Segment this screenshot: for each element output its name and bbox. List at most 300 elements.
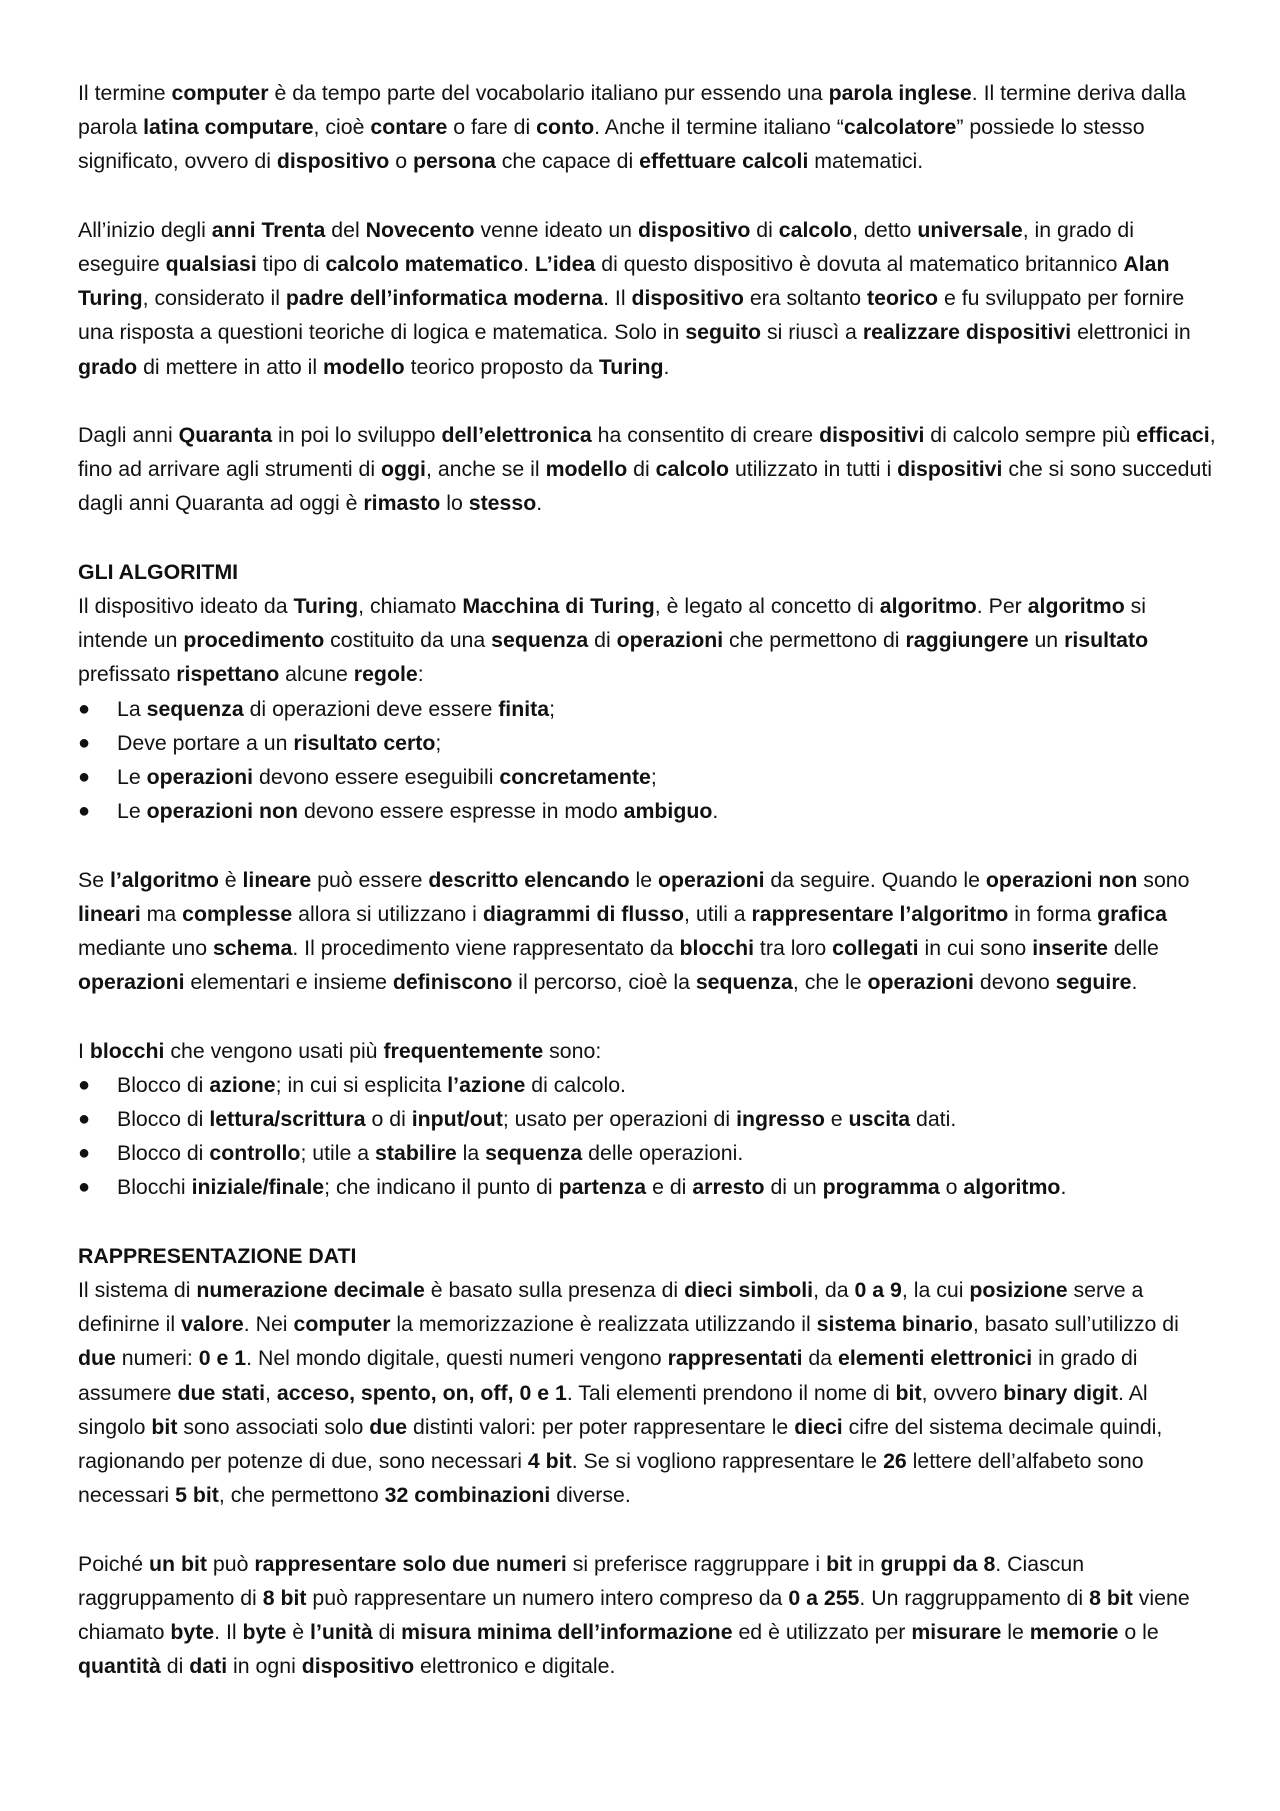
text-run: delle operazioni. (582, 1141, 744, 1166)
bullet-icon: ● (78, 1073, 91, 1096)
text-run: . Nei (243, 1312, 294, 1337)
text-run: . Nel mondo digitale, questi numeri vengono (246, 1346, 668, 1371)
text-run: , cioè (313, 115, 371, 140)
text-run: di (372, 1620, 402, 1645)
text-run: la memorizzazione è realizzata utilizzando il (390, 1312, 817, 1337)
text-run: ed è utilizzato per (732, 1620, 912, 1645)
paragraph-gap (78, 384, 1220, 418)
text-run: le (629, 867, 659, 892)
text-run: , utili a (684, 901, 752, 926)
text-run: Blocchi (117, 1175, 192, 1200)
bold-text: bit (895, 1380, 922, 1405)
text-run: Poiché (78, 1551, 150, 1576)
bold-text: stabilire (375, 1141, 457, 1166)
text-run: , ovvero (921, 1380, 1004, 1405)
list-item (78, 726, 1220, 760)
bold-text: stesso (468, 491, 537, 516)
bold-text: concretamente (499, 765, 651, 790)
bold-text: misurare (911, 1620, 1002, 1645)
list-item-text (117, 731, 441, 755)
bold-text: dati (189, 1654, 228, 1679)
text-run: Blocco di (117, 1107, 210, 1132)
bold-text: risultato certo (293, 730, 436, 755)
bold-text: programma (822, 1175, 940, 1200)
text-run: si preferisce raggruppare i (566, 1551, 827, 1576)
bullet-icon: ● (78, 697, 91, 720)
bold-text: algoritmo (1027, 594, 1125, 618)
text-run: elettronico e digitale. (414, 1654, 616, 1679)
text-run: alcune (279, 662, 354, 687)
text-run: ; che indicano il punto di (324, 1175, 559, 1200)
bold-text: frequentemente (383, 1038, 544, 1063)
text-run: . Un raggruppamento di (859, 1585, 1090, 1610)
bold-text: dispositivo (276, 149, 390, 174)
bold-text: 0 a 255 (788, 1585, 860, 1610)
bold-text: latina computare (143, 115, 314, 140)
bold-text: padre dell’informatica moderna (285, 286, 604, 311)
bold-text: un bit (149, 1551, 207, 1576)
bold-text: dell’elettronica (441, 423, 592, 447)
bold-text: numerazione decimale (196, 1278, 425, 1303)
text-run: Dagli anni (78, 423, 179, 447)
bold-text: sequenza (491, 628, 589, 653)
bold-text: modello (323, 354, 405, 379)
text-run: di (627, 457, 656, 482)
text-run: ; (650, 765, 657, 790)
bold-text: teorico (867, 286, 939, 311)
text-run: . Al singolo (78, 1380, 1148, 1439)
bold-text: Novecento (365, 217, 475, 242)
paragraph-gap (78, 1205, 1220, 1239)
text-run: si intende un (78, 594, 1147, 653)
list-item (78, 1068, 1220, 1102)
text-run: ; utile a (300, 1141, 376, 1166)
bold-text: inserite (1032, 936, 1108, 961)
list-item-text (117, 1107, 956, 1131)
text-run: , detto (852, 217, 918, 242)
text-run: Blocco di (117, 1141, 210, 1166)
list-item-text (117, 799, 718, 823)
text-run: matematici. (808, 149, 924, 174)
text-run: un (1028, 628, 1065, 653)
bold-text: finita (498, 696, 550, 721)
text-run: , (265, 1380, 277, 1405)
bold-text: uscita (848, 1107, 911, 1132)
text-run: . Per (976, 594, 1028, 618)
text-run: può rappresentare un numero intero compreso da (306, 1585, 789, 1610)
text-run: di un (764, 1175, 823, 1200)
text-run: , considerato il (142, 286, 286, 311)
text-run: utilizzato in tutti i (729, 457, 898, 482)
bold-text: grafica (1097, 901, 1167, 926)
text-run: in poi lo sviluppo (272, 423, 442, 447)
bold-text: realizzare dispositivi (862, 320, 1072, 345)
text-run: cifre del sistema decimale quindi, ragionando per potenze di due, sono necessari (78, 1414, 1163, 1474)
text-run: o di (365, 1107, 412, 1132)
bold-text: 0 a 9 (854, 1278, 902, 1303)
text-run: ; (549, 696, 556, 721)
bold-text: misura minima dell’informazione (401, 1620, 733, 1645)
bold-text: azione (209, 1072, 276, 1097)
list-item (78, 760, 1220, 794)
bold-text: elementi elettronici (838, 1346, 1033, 1371)
text-run: Deve portare a un (117, 730, 294, 755)
text-run: I (78, 1038, 90, 1063)
bold-text: dieci (794, 1414, 843, 1439)
text-run: diverse. (550, 1483, 631, 1508)
text-run: elementari e insieme (184, 970, 393, 995)
paragraph-byte (78, 1547, 1220, 1684)
paragraph-binary-system (78, 1273, 1220, 1512)
list-item (78, 1136, 1220, 1170)
bold-text: 0 e 1 (198, 1346, 247, 1371)
text-run: . Anche il termine italiano “ (594, 115, 844, 140)
bullet-icon: ● (78, 731, 91, 754)
text-run: Se (78, 867, 110, 892)
bullet-icon: ● (78, 1142, 91, 1165)
bold-text: controllo (209, 1141, 301, 1166)
bold-text: gruppi da 8 (880, 1551, 996, 1576)
text-run: . (663, 354, 670, 379)
bold-text: lineare (242, 867, 312, 892)
list-item (78, 794, 1220, 828)
bold-text: seguito (685, 320, 762, 345)
text-run: si riuscì a (761, 320, 863, 345)
text-run: Il dispositivo ideato da (78, 594, 294, 618)
text-run: ma (140, 901, 183, 926)
text-run: . Se si vogliono rappresentare le (571, 1449, 884, 1474)
text-run: ha consentito di creare (591, 423, 820, 447)
text-run: devono essere espresse in modo (298, 799, 624, 824)
bold-text: ingresso (736, 1107, 825, 1132)
bold-text: schema (212, 936, 293, 961)
text-run: costituito da una (324, 628, 492, 653)
bold-text: regole (353, 662, 418, 687)
text-run: , basato sull’utilizzo di (972, 1312, 1179, 1337)
bold-text: Macchina di Turing (462, 594, 655, 618)
bold-text: dispositivo (637, 217, 751, 242)
bold-text: rappresentati (667, 1346, 803, 1371)
text-run: in cui sono (918, 936, 1033, 961)
list-item-text (117, 1141, 743, 1165)
text-run: allora si utilizzano i (292, 901, 483, 926)
bold-text: anni Trenta (211, 217, 326, 242)
bold-text: oggi (381, 457, 426, 482)
text-run: o fare di (447, 115, 537, 140)
text-run: distinti valori: per poter rappresentare le (407, 1414, 795, 1439)
text-run: di questo dispositivo è dovuta al matematico britannico (595, 252, 1124, 276)
bold-text: byte (242, 1620, 287, 1645)
text-run: , che permettono (218, 1483, 385, 1508)
paragraph-gap (78, 521, 1220, 555)
text-run: è (218, 867, 243, 892)
bold-text: operazioni (658, 867, 765, 892)
bold-text: universale (917, 217, 1023, 242)
text-run: la (456, 1141, 486, 1166)
text-run: : (417, 662, 424, 687)
text-run: in grado di assumere (78, 1346, 1138, 1405)
text-run: Il termine (78, 81, 172, 105)
bold-text: dispositivi (897, 457, 1003, 482)
list-item-text (117, 765, 657, 789)
bold-text: 32 combinazioni (384, 1483, 551, 1508)
text-run: di (588, 628, 617, 653)
paragraph-gap (78, 1512, 1220, 1546)
text-run: venne ideato un (474, 217, 638, 242)
text-run: ; in cui si esplicita (275, 1072, 448, 1097)
text-run: di operazioni deve essere (243, 696, 499, 721)
text-run: che si sono succeduti dagli anni Quaranta ad oggi è (78, 457, 1212, 516)
bold-text: calcolo (778, 217, 853, 242)
text-run: le (1001, 1620, 1030, 1645)
text-run: e (824, 1107, 849, 1132)
text-run: , è legato al concetto di (654, 594, 880, 618)
bold-text: memorie (1029, 1620, 1119, 1645)
text-run: , chiamato (358, 594, 463, 618)
paragraph-gap (78, 999, 1220, 1033)
bold-text: blocchi (89, 1038, 165, 1063)
list-item (78, 1170, 1220, 1204)
text-run: e fu sviluppato per fornire una risposta a questioni teoriche di logica e matematica. Solo in (78, 286, 1185, 345)
text-run: può essere (311, 867, 429, 892)
text-run: ; (435, 730, 442, 755)
list-item-text (117, 1073, 626, 1097)
bold-text: valore (181, 1312, 244, 1337)
bold-text: calcolo matematico (325, 252, 524, 276)
text-run: La (117, 696, 147, 721)
bold-text: 5 bit (175, 1483, 219, 1508)
text-run: . (523, 252, 535, 276)
bold-text: rappresentare l’algoritmo (751, 901, 1009, 926)
bold-text: collegati (832, 936, 919, 961)
text-run: era soltanto (743, 286, 868, 311)
paragraph-algorithm-definition (78, 589, 1220, 692)
list-item (78, 692, 1220, 726)
text-run: è da tempo parte del vocabolario italiano pur essendo una (268, 81, 829, 105)
paragraph-gap (78, 828, 1220, 862)
bold-text: due stati (177, 1380, 266, 1405)
text-run: . Il termine deriva dalla parola (78, 81, 1187, 140)
bold-text: algoritmo (879, 594, 977, 618)
text-run: che vengono usati più (164, 1038, 384, 1063)
bold-text: operazioni (146, 765, 254, 790)
text-run: prefissato (78, 662, 177, 687)
bold-text: lettura/scrittura (209, 1107, 366, 1132)
bold-text: input/out (411, 1107, 503, 1132)
text-run: delle (1107, 936, 1159, 961)
text-run: lo (440, 491, 469, 516)
bold-text: calcolatore (843, 115, 957, 140)
text-run: devono (973, 970, 1056, 995)
text-run: Il sistema di (78, 1278, 197, 1303)
text-run: , in grado di eseguire (78, 217, 1134, 276)
text-run: numeri: (115, 1346, 199, 1371)
bullet-icon: ● (78, 800, 91, 823)
text-run: sono: (543, 1038, 602, 1063)
text-run: dati. (910, 1107, 957, 1132)
text-run: è basato sulla presenza di (424, 1278, 685, 1303)
bold-text: risultato (1064, 628, 1149, 653)
bold-text: modello (545, 457, 628, 482)
bold-text: sistema binario (816, 1312, 973, 1337)
bold-text: persona (412, 149, 496, 174)
bold-text: partenza (558, 1175, 647, 1200)
bold-text: Turing (598, 354, 664, 379)
list-item-text (117, 697, 555, 721)
bold-text: 8 bit (262, 1585, 307, 1610)
text-run: di (750, 217, 779, 242)
text-run: da seguire. Quando le (764, 867, 986, 892)
text-run: di calcolo. (525, 1072, 626, 1097)
text-run: in forma (1008, 901, 1098, 926)
bold-text: computer (293, 1312, 391, 1337)
bold-text: ambiguo (623, 799, 713, 824)
bold-text: dispositivi (819, 423, 925, 447)
bold-text: Alan Turing (78, 252, 1170, 311)
list-algorithm-rules (78, 692, 1220, 829)
bold-text: rimasto (363, 491, 441, 516)
bold-text: due (78, 1346, 116, 1371)
bold-text: effettuare calcoli (639, 149, 809, 174)
bold-text: l’algoritmo (109, 867, 219, 892)
bold-text: calcolo (655, 457, 730, 482)
text-run: , anche se il (425, 457, 546, 482)
text-run: ” possiede lo stesso significato, ovvero di (78, 115, 1145, 174)
paragraph-blocks-intro (78, 1034, 1220, 1068)
list-item-text (117, 1175, 1066, 1199)
text-run: lettere dell’alfabeto sono necessari (78, 1449, 1144, 1508)
list-block-types (78, 1068, 1220, 1205)
text-run: . Il (603, 286, 632, 311)
text-run: . Il (214, 1620, 243, 1645)
bold-text: Quaranta (178, 423, 273, 447)
bold-text: qualsiasi (165, 252, 257, 276)
text-run: è (286, 1620, 311, 1645)
text-run: , la cui (901, 1278, 970, 1303)
bold-text: arresto (692, 1175, 765, 1200)
bold-text: bit (151, 1414, 178, 1439)
text-run: . Tali elementi prendono il nome di (566, 1380, 896, 1405)
bold-text: dispositivo (631, 286, 744, 311)
text-run: di calcolo sempre più (924, 423, 1137, 447)
text-run: in (852, 1551, 881, 1576)
text-run: o (389, 149, 413, 174)
bold-text: 26 (883, 1449, 907, 1474)
bold-text: descritto elencando (428, 867, 630, 892)
text-run: ; usato per operazioni di (502, 1107, 737, 1132)
bold-text: rispettano (176, 662, 280, 687)
text-run: mediante uno (78, 936, 213, 961)
text-run: o le (1118, 1620, 1159, 1645)
text-run: Le (117, 799, 147, 824)
text-run: e di (646, 1175, 693, 1200)
bold-text: quantità (78, 1654, 161, 1679)
bullet-icon: ● (78, 766, 91, 789)
bold-text: conto (536, 115, 595, 140)
heading-algoritmi: GLI ALGORITMI (78, 559, 239, 584)
bold-text: computer (171, 81, 269, 105)
text-run: di (160, 1654, 190, 1679)
bold-text: procedimento (183, 628, 325, 653)
text-run: Le (117, 765, 147, 790)
text-run: da (802, 1346, 839, 1371)
paragraph-electronics (78, 418, 1220, 521)
bullet-icon: ● (78, 1176, 91, 1199)
bold-text: l’unità (310, 1620, 373, 1645)
paragraph-flowcharts (78, 863, 1220, 1000)
text-run: sono (1137, 867, 1190, 892)
text-run: serve a definirne il (78, 1278, 1144, 1337)
text-run: sono associati solo (177, 1414, 370, 1439)
text-run: . Il procedimento viene rappresentato da (292, 936, 680, 961)
bold-text: sequenza (485, 1141, 583, 1166)
bold-text: 8 bit (1089, 1585, 1133, 1610)
bold-text: acceso, spento, on, off, 0 e 1 (276, 1380, 567, 1405)
text-run: o (939, 1175, 964, 1200)
text-run: in ogni (227, 1654, 302, 1679)
bold-text: 4 bit (527, 1449, 572, 1474)
bold-text: due (369, 1414, 408, 1439)
text-run: il percorso, cioè la (512, 970, 696, 995)
text-run: . (1060, 1175, 1067, 1200)
text-run: devono essere eseguibili (253, 765, 500, 790)
bold-text: lineari (78, 901, 141, 926)
bold-text: posizione (969, 1278, 1068, 1303)
bold-text: operazioni (616, 628, 724, 653)
bold-text: l’azione (447, 1072, 526, 1097)
bold-text: byte (170, 1620, 215, 1645)
text-run: , che le (792, 970, 868, 995)
paragraph-turing-history (78, 213, 1220, 384)
text-run: elettronici in (1071, 320, 1191, 345)
text-run: che capace di (495, 149, 640, 174)
paragraph-gap (78, 179, 1220, 213)
bold-text: bit (826, 1551, 853, 1576)
bold-text: algoritmo (963, 1175, 1061, 1200)
bold-text: blocchi (679, 936, 755, 961)
text-run: . (712, 799, 719, 824)
list-item (78, 1102, 1220, 1136)
bold-text: iniziale/finale (191, 1175, 325, 1200)
bold-text: raggiungere (905, 628, 1029, 653)
bold-text: efficaci (1136, 423, 1210, 447)
text-run: tra loro (754, 936, 833, 961)
bold-text: diagrammi di flusso (482, 901, 685, 926)
text-run: , da (813, 1278, 855, 1303)
bold-text: operazioni non (985, 867, 1138, 892)
bold-text: sequenza (695, 970, 793, 995)
bold-text: dispositivo (301, 1654, 415, 1679)
bold-text: rappresentare solo due numeri (254, 1551, 567, 1576)
text-run: . (536, 491, 543, 516)
text-run: . Ciascun raggruppamento di (78, 1551, 1085, 1610)
text-run: , fino ad arrivare agli strumenti di (78, 423, 1216, 482)
bold-text: definiscono (392, 970, 513, 995)
bold-text: grado (78, 354, 138, 379)
bold-text: contare (370, 115, 448, 140)
bullet-icon: ● (78, 1108, 91, 1131)
paragraph-computer-term (78, 76, 1220, 179)
bold-text: L’idea (534, 252, 596, 276)
text-run: teorico proposto da (404, 354, 599, 379)
text-run: che permettono di (723, 628, 906, 653)
text-run: può (207, 1551, 255, 1576)
bold-text: operazioni (867, 970, 974, 995)
bold-text: dieci simboli (684, 1278, 814, 1303)
text-run: Blocco di (117, 1072, 210, 1097)
bold-text: Turing (293, 594, 359, 618)
bold-text: parola inglese (828, 81, 972, 105)
